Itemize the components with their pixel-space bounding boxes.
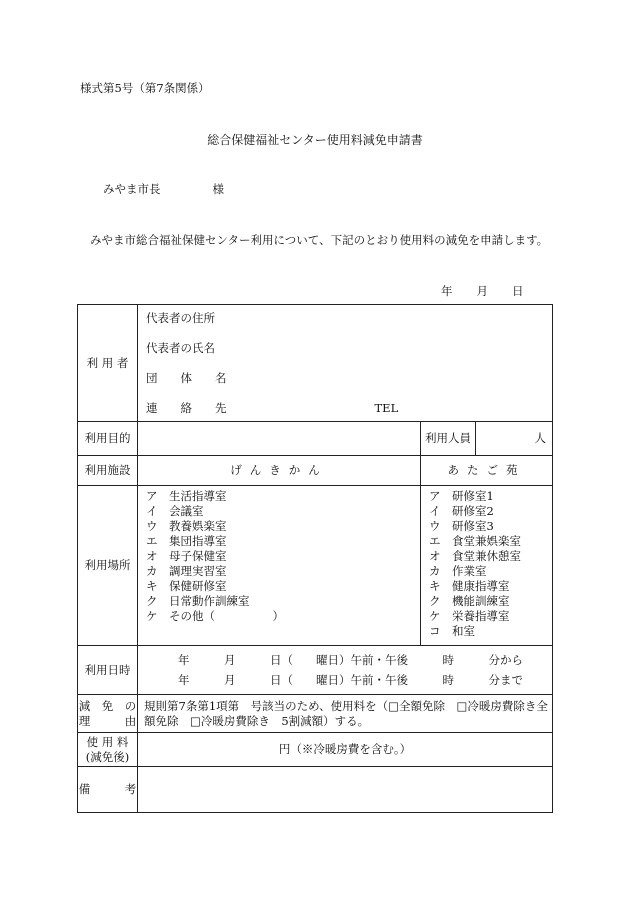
place-option[interactable]: ウ 教養娯楽室 [146,519,227,533]
row-user [78,305,553,422]
contact-label: 連 絡 先 [146,401,227,415]
contact-label-row [146,401,552,417]
remarks-field[interactable] [138,767,553,813]
place-option[interactable]: ウ 研修室3 [429,519,494,533]
purpose-field[interactable] [138,422,421,456]
row-facility [78,456,553,486]
place-option[interactable]: キ 健康指導室 [429,579,510,593]
row-place [78,486,553,646]
people-field[interactable] [476,422,553,456]
place-option[interactable]: ケ その他（ ） [146,609,284,623]
place-option[interactable]: エ 食堂兼娯楽室 [429,534,521,548]
date-year: 年 [441,284,453,298]
purpose-label: 利用目的 [78,422,138,456]
row-fee [78,733,553,767]
reason-text[interactable]: 規則第7条第1項第 号該当のため、使用料を（□全額免除 □冷暖房費除き全額免除 □冷暖房費除き 5割減額）する。 [138,695,553,733]
place-option[interactable]: エ 集団指導室 [146,534,227,548]
place-option[interactable]: イ 会議室 [146,504,204,518]
date-day: 日 [512,284,524,298]
fee-label [78,733,138,767]
facility-atagoen[interactable]: あたご苑 [421,456,553,486]
row-remarks [78,767,553,813]
rep-address-label: 代表者の住所 [146,311,215,325]
datetime-label: 利用日時 [78,646,138,695]
reason-label [78,695,138,733]
datetime-field[interactable] [138,646,553,695]
place-option[interactable]: カ 作業室 [429,564,487,578]
place-option[interactable]: カ 調理実習室 [146,564,227,578]
place-option[interactable]: ア 生活指導室 [146,489,227,503]
facility-label: 利用施設 [78,456,138,486]
place-option[interactable]: キ 保健研修室 [146,579,227,593]
place-label: 利用場所 [78,486,138,646]
places-genkikan [138,486,421,646]
row-purpose [78,422,553,456]
honorific: 様 [212,182,224,196]
application-form-table [77,304,553,813]
group-name-label: 団 体 名 [146,371,227,385]
addressee-name: みやま市長 [103,182,161,196]
place-option[interactable]: イ 研修室2 [429,504,494,518]
form-number: 様式第5号（第7条関係） [80,81,210,95]
place-option[interactable]: ク 機能訓練室 [429,594,510,608]
addressee [103,181,224,197]
fee-label-line1: 使 用 料 [86,734,129,749]
place-option[interactable]: ア 研修室1 [429,489,494,503]
datetime-from: 年 月 日（ 曜日）午前・午後 時 分から [178,653,523,667]
place-option[interactable]: コ 和室 [429,624,475,638]
remarks-label: 備 考 [78,767,138,813]
document-title: 総合保健福祉センター使用料減免申請書 [207,133,423,147]
facility-genkikan[interactable]: げんきかん [138,456,421,486]
place-option[interactable]: ク 日常動作訓練室 [146,594,250,608]
user-label: 利 用 者 [78,305,138,422]
reason-label-line2: 理 由 [78,713,137,728]
datetime-to: 年 月 日（ 曜日）午前・午後 時 分まで [178,673,523,687]
date-month: 月 [476,284,488,298]
fee-label-line2: (減免後) [85,749,130,764]
places-atagoen [421,486,553,646]
people-label: 利用人員 [421,422,476,456]
place-option[interactable]: ケ 栄養指導室 [429,609,510,623]
application-date [441,283,524,299]
intro-text: みやま市総合福祉保健センター利用について、下記のとおり使用料の減免を申請します。 [90,233,549,247]
rep-name-label: 代表者の氏名 [146,341,215,355]
place-option[interactable]: オ 母子保健室 [146,549,227,563]
place-option[interactable]: オ 食堂兼休憩室 [429,549,521,563]
people-unit: 人 [534,431,547,445]
row-datetime [78,646,553,695]
tel-label: TEL [374,401,399,415]
user-details[interactable] [138,305,553,422]
row-reason [78,695,553,733]
fee-field[interactable]: 円（※冷暖房費を含む。） [138,733,553,767]
reason-label-line1: 減 免 の [78,698,137,713]
